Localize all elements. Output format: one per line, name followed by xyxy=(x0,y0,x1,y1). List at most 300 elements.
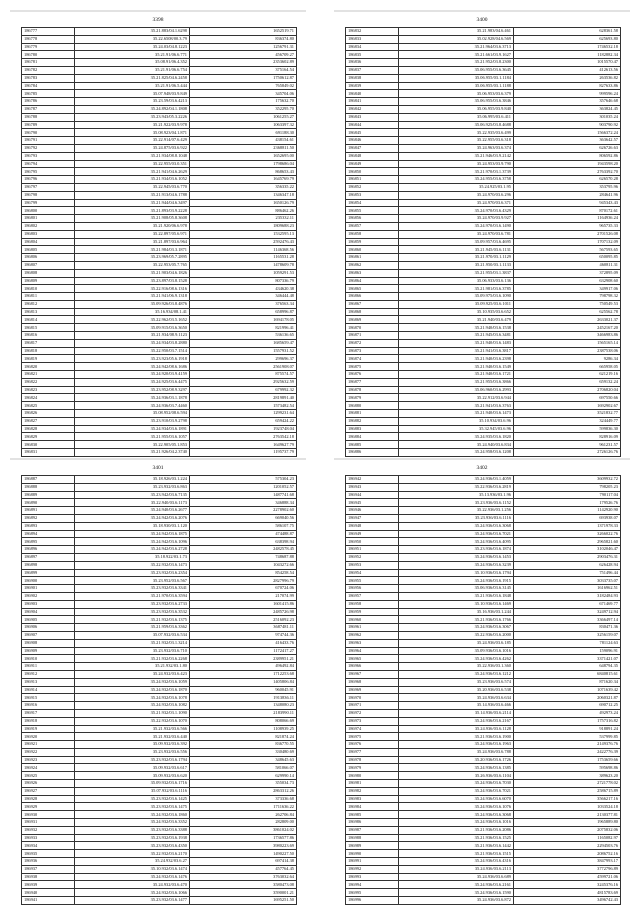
reference-code-cell: 35.06.960/03.6.2993 xyxy=(399,386,514,394)
table-row xyxy=(346,160,621,168)
record-id-cell: 186938 xyxy=(22,873,75,881)
record-id-cell: 186784 xyxy=(22,82,75,90)
record-id-cell: 186796 xyxy=(22,176,75,184)
amount-cell: 262706.84 xyxy=(190,811,297,819)
table-row xyxy=(22,355,297,363)
record-id-cell: 186934 xyxy=(22,842,75,850)
amount-cell: 3763032.64 xyxy=(190,873,297,881)
record-id-cell: 186868 xyxy=(346,308,399,316)
reference-code-cell: 35.24.936/03.6.1385 xyxy=(399,764,514,772)
table-row xyxy=(346,561,621,569)
record-id-cell: 186864 xyxy=(346,277,399,285)
record-id-cell: 186794 xyxy=(22,160,75,168)
reference-code-cell: 35.22.955/03.0.351 xyxy=(75,160,190,168)
record-id-cell: 186920 xyxy=(22,733,75,741)
table-row xyxy=(346,631,621,639)
record-id-cell: 186930 xyxy=(22,811,75,819)
reference-code-cell: 35.21.897/03.6.964 xyxy=(75,238,190,246)
amount-cell: 457764.45 xyxy=(190,865,297,873)
record-id-cell: 186809 xyxy=(22,277,75,285)
reference-code-cell: 35.24.936/03.6.1076 xyxy=(399,803,514,811)
amount-cell: 3980223.69 xyxy=(190,842,297,850)
record-id-cell: 186995 xyxy=(346,889,399,897)
amount-cell: 625693.80 xyxy=(514,35,621,43)
record-id-cell: 186888 xyxy=(22,483,75,491)
amount-cell: 346888.34 xyxy=(190,499,297,507)
table-row xyxy=(346,137,621,145)
record-id-cell: 186858 xyxy=(346,230,399,238)
record-id-cell: 186853 xyxy=(346,191,399,199)
reference-code-cell: 35.24.932/03.6.1066 xyxy=(75,889,190,897)
record-id-cell: 186803 xyxy=(22,230,75,238)
table-row xyxy=(346,858,621,866)
reference-code-cell: 35.21.955/03.6.3866 xyxy=(399,378,514,386)
reference-code-cell: 35.21.932/03.6.566 xyxy=(75,725,190,733)
amount-cell: 1059291.53 xyxy=(190,269,297,277)
reference-code-cell: 35.23.897/03.8.1528 xyxy=(75,277,190,285)
amount-cell: 1712253.68 xyxy=(190,670,297,678)
table-row xyxy=(22,881,297,889)
table-row xyxy=(346,795,621,803)
amount-cell: 179526.76 xyxy=(514,499,621,507)
table-row xyxy=(22,546,297,554)
reference-code-cell: 35.22.905/05.1.853 xyxy=(75,441,190,449)
table-row xyxy=(22,285,297,293)
record-id-cell: 186977 xyxy=(346,748,399,756)
table-row xyxy=(346,663,621,671)
record-id-cell: 186994 xyxy=(346,881,399,889)
record-id-cell: 186914 xyxy=(22,686,75,694)
reference-code-cell: 35.24.942/03.6.2076 xyxy=(75,514,190,522)
table-row xyxy=(346,90,621,98)
record-id-cell: 186966 xyxy=(346,663,399,671)
amount-cell: 1164936.24 xyxy=(514,215,621,223)
record-id-cell: 186835 xyxy=(346,51,399,59)
amount-cell: 3772796.89 xyxy=(514,865,621,873)
reference-code-cell: 35.23.969/05.7.2895 xyxy=(75,254,190,262)
record-id-cell: 186984 xyxy=(346,803,399,811)
record-id-cell: 186898 xyxy=(22,561,75,569)
reference-code-cell: 35.23.932/03.6.3341 xyxy=(75,585,190,593)
reference-code-cell: 35.23.936/03.6.574 xyxy=(399,678,514,686)
amount-cell: 363642.57 xyxy=(514,137,621,145)
record-id-cell: 186885 xyxy=(346,441,399,449)
reference-code-cell: 35.21.936/03.6.1442 xyxy=(399,842,514,850)
reference-code-cell: 35.22.6508/00.3.79 xyxy=(75,35,190,43)
record-id-cell: 186910 xyxy=(22,655,75,663)
amount-cell: 3245376.16 xyxy=(514,881,621,889)
record-id-cell: 186897 xyxy=(22,553,75,561)
amount-cell: 496492.84 xyxy=(190,663,297,671)
amount-cell: 836770.55 xyxy=(190,741,297,749)
table-row xyxy=(346,402,621,410)
record-id-cell: 186992 xyxy=(346,865,399,873)
amount-cell: 1736577.86 xyxy=(190,834,297,842)
amount-cell: 1943598.20 xyxy=(514,160,621,168)
table-row xyxy=(22,780,297,788)
amount-cell: 263536.82 xyxy=(514,74,621,82)
table-row xyxy=(22,702,297,710)
table-row xyxy=(346,717,621,725)
record-id-cell: 186989 xyxy=(346,842,399,850)
table-row xyxy=(22,624,297,632)
table-row xyxy=(22,795,297,803)
record-id-cell: 186965 xyxy=(346,655,399,663)
record-id-cell: 186810 xyxy=(22,285,75,293)
amount-cell: 836374.80 xyxy=(190,35,297,43)
table-row xyxy=(346,577,621,585)
record-id-cell: 186887 xyxy=(22,476,75,484)
reference-code-cell: 35.21.970/03.6.3594 xyxy=(75,592,190,600)
reference-code-cell: 35.23.932/03.6.2733 xyxy=(75,600,190,608)
table-row xyxy=(22,530,297,538)
amount-cell: 375164.54 xyxy=(190,66,297,74)
table-row xyxy=(22,74,297,82)
amount-cell: 1256791.31 xyxy=(190,43,297,51)
record-id-cell: 186974 xyxy=(346,725,399,733)
record-id-cell: 186903 xyxy=(22,600,75,608)
amount-cell: 625562.78 xyxy=(514,308,621,316)
record-id-cell: 186788 xyxy=(22,113,75,121)
record-id-cell: 186866 xyxy=(346,293,399,301)
table-row xyxy=(346,394,621,402)
table-row xyxy=(346,98,621,106)
amount-cell: 1142920.90 xyxy=(514,507,621,515)
reference-code-cell: 35.24.936/03.6.7021 xyxy=(399,530,514,538)
amount-cell: 355034.73 xyxy=(190,780,297,788)
reference-code-cell: 35.24.936/03.6.689 xyxy=(399,873,514,881)
reference-code-cell: 35.24.932/03.6.470 xyxy=(75,881,190,889)
amount-cell: 1809688.23 xyxy=(190,222,297,230)
record-id-cell: 186976 xyxy=(346,741,399,749)
amount-cell: 2903476.31 xyxy=(514,553,621,561)
record-id-cell: 186889 xyxy=(22,491,75,499)
amount-cell: 1061255.27 xyxy=(190,113,297,121)
amount-cell: 2368811.50 xyxy=(190,144,297,152)
record-id-cell: 186855 xyxy=(346,207,399,215)
record-id-cell: 186911 xyxy=(22,663,75,671)
table-row xyxy=(346,74,621,82)
table-row xyxy=(346,183,621,191)
amount-cell: 2965821.60 xyxy=(514,538,621,546)
record-id-cell: 186870 xyxy=(346,324,399,332)
reference-code-cell: 35.24.942/08.6.1686 xyxy=(75,363,190,371)
record-id-cell: 186799 xyxy=(22,199,75,207)
record-id-cell: 186891 xyxy=(22,507,75,515)
record-id-cell: 186777 xyxy=(22,28,75,36)
table-row xyxy=(346,476,621,484)
amount-cell: 363824.45 xyxy=(514,105,621,113)
amount-cell: 2701526.08 xyxy=(514,230,621,238)
table-row xyxy=(346,780,621,788)
reference-code-cell: 35.23.59/03.6.4213 xyxy=(75,98,190,106)
amount-cell: 1108939.25 xyxy=(190,725,297,733)
record-id-cell: 186928 xyxy=(22,795,75,803)
amount-cell: 626726.63 xyxy=(514,144,621,152)
amount-cell: 2452167.20 xyxy=(514,324,621,332)
record-id-cell: 186817 xyxy=(22,339,75,347)
amount-cell: 1043272.66 xyxy=(190,561,297,569)
reference-code-cell: 35.21.945/03.6.1131 xyxy=(399,246,514,254)
reference-code-cell: 35.23.932/03.6.1475 xyxy=(75,803,190,811)
record-id-cell: 186983 xyxy=(346,795,399,803)
record-id-cell: 186802 xyxy=(22,222,75,230)
reference-code-cell: 35.23.936/03.6.1874 xyxy=(399,546,514,554)
reference-code-cell: 35.24.936/03.6.185 xyxy=(399,639,514,647)
table-row xyxy=(22,144,297,152)
record-id-cell: 186969 xyxy=(346,686,399,694)
amount-cell: 416433.76 xyxy=(190,639,297,647)
table-row xyxy=(346,433,621,441)
record-id-cell: 186824 xyxy=(22,394,75,402)
record-id-cell: 186943 xyxy=(346,483,399,491)
reference-code-cell: 35.24.936/03.6.1590 xyxy=(399,889,514,897)
reference-code-cell: 35.21.926/04.2.3740 xyxy=(75,449,190,457)
amount-cell: 999596.24 xyxy=(514,90,621,98)
table-row xyxy=(22,631,297,639)
table-row xyxy=(346,441,621,449)
table-row xyxy=(346,339,621,347)
record-id-cell: 186881 xyxy=(346,410,399,418)
page-number: 3398 xyxy=(152,17,164,23)
amount-cell: 626570.28 xyxy=(514,176,621,184)
record-id-cell: 186827 xyxy=(22,417,75,425)
amount-cell: 1685659.47 xyxy=(190,339,297,347)
reference-code-cell: 35.32.945/03.6.96 xyxy=(399,425,514,433)
reference-code-cell: 35.21.903/04.6.1826 xyxy=(75,269,190,277)
table-row xyxy=(22,269,297,277)
reference-code-cell: 35.23.910/03.9.2798 xyxy=(75,417,190,425)
amount-cell: 2485726.98 xyxy=(190,608,297,616)
table-row xyxy=(22,152,297,160)
record-id-cell: 186925 xyxy=(22,772,75,780)
table-row xyxy=(22,98,297,106)
record-id-cell: 186860 xyxy=(346,246,399,254)
amount-cell: 3366497.14 xyxy=(514,616,621,624)
reference-code-cell: 35.22.962/03.5.1652 xyxy=(75,316,190,324)
record-id-cell: 186946 xyxy=(346,507,399,515)
reference-code-cell: 35.21.941/03.6.3817 xyxy=(399,347,514,355)
table-row xyxy=(346,129,621,137)
amount-cell: 918891.24 xyxy=(514,725,621,733)
record-id-cell: 186993 xyxy=(346,873,399,881)
amount-cell: 693938.07 xyxy=(514,514,621,522)
record-id-cell: 186958 xyxy=(346,600,399,608)
reference-code-cell: 35.23.952/08.9.3297 xyxy=(75,386,190,394)
amount-cell: 2706820.04 xyxy=(514,386,621,394)
amount-cell: 658996.87 xyxy=(190,308,297,316)
amount-cell: 748687.88 xyxy=(190,553,297,561)
record-id-cell: 186823 xyxy=(22,386,75,394)
amount-cell: 1573482.54 xyxy=(190,402,297,410)
reference-code-cell: 35.23.932/03.6.1425 xyxy=(75,795,190,803)
reference-code-cell: 35.08.91/06.4.352 xyxy=(75,59,190,67)
table-row xyxy=(22,686,297,694)
record-id-cell: 186968 xyxy=(346,678,399,686)
amount-cell: 1033524.18 xyxy=(514,803,621,811)
reference-code-cell: 35.24.936/03.1.4059 xyxy=(399,476,514,484)
amount-cell: 886462.26 xyxy=(190,207,297,215)
reference-code-cell: 35.24.936/03.6.634 xyxy=(399,694,514,702)
amount-cell: 575304.23 xyxy=(190,476,297,484)
table-row xyxy=(22,873,297,881)
reference-code-cell: 35.24.942/03.6.2728 xyxy=(75,546,190,554)
reference-code-cell: 35.21.940/03.6.1549 xyxy=(399,363,514,371)
reference-code-cell: 35.23.932/03.6.3388 xyxy=(75,826,190,834)
table-row xyxy=(22,834,297,842)
reference-code-cell: 35.24.953/03.9.790 xyxy=(399,160,514,168)
reference-code-cell: 35.21.936/03.6.1525 xyxy=(399,834,514,842)
amount-cell: 581066.07 xyxy=(190,764,297,772)
record-id-cell: 186833 xyxy=(346,35,399,43)
record-id-cell: 186811 xyxy=(22,293,75,301)
record-id-cell: 186804 xyxy=(22,238,75,246)
table-row xyxy=(346,702,621,710)
table-row xyxy=(346,741,621,749)
reference-code-cell: 35.21.940/03.6.2398 xyxy=(399,355,514,363)
table-row xyxy=(22,499,297,507)
reference-code-cell: 35.06.955/03.9.840 xyxy=(399,105,514,113)
amount-cell: 806592.86 xyxy=(514,152,621,160)
reference-code-cell: 35.24.936/03.6.1915 xyxy=(399,577,514,585)
record-id-cell: 186831 xyxy=(22,449,75,457)
reference-code-cell: 35.24.936/03.6.7021 xyxy=(399,787,514,795)
record-id-cell: 186957 xyxy=(346,592,399,600)
reference-code-cell: 35.24.936/03.6.4262 xyxy=(399,655,514,663)
table-row xyxy=(346,410,621,418)
reference-code-cell: 35.23.936/03.6.1116 xyxy=(399,514,514,522)
table-row xyxy=(22,363,297,371)
record-id-cell: 186991 xyxy=(346,858,399,866)
amount-cell: 1649627.79 xyxy=(190,441,297,449)
record-id-cell: 186895 xyxy=(22,538,75,546)
record-id-cell: 186798 xyxy=(22,191,75,199)
amount-cell: 875574.57 xyxy=(190,371,297,379)
amount-cell: 650095.85 xyxy=(514,254,621,262)
record-id-cell: 186913 xyxy=(22,678,75,686)
reference-code-cell: 35.21.981/03.6.3785 xyxy=(399,285,514,293)
table-row xyxy=(22,842,297,850)
amount-cell: 1601415.86 xyxy=(190,600,297,608)
record-id-cell: 186892 xyxy=(22,514,75,522)
record-id-cell: 186791 xyxy=(22,137,75,145)
reference-code-cell: 35.24.932/03.6.1860 xyxy=(75,811,190,819)
record-id-cell: 186815 xyxy=(22,324,75,332)
amount-cell: 1165082.97 xyxy=(514,834,621,842)
record-id-cell: 186893 xyxy=(22,522,75,530)
amount-cell: 945343.43 xyxy=(514,199,621,207)
table-row xyxy=(22,514,297,522)
reference-code-cell: 35.09.932/03.6.617 xyxy=(75,764,190,772)
amount-cell: 628361.58 xyxy=(514,28,621,36)
record-id-cell: 186909 xyxy=(22,647,75,655)
reference-code-cell: 35.24.936/03.6.1963 xyxy=(399,741,514,749)
amount-cell: 1478609.78 xyxy=(190,261,297,269)
record-id-cell: 186905 xyxy=(22,616,75,624)
record-id-cell: 186832 xyxy=(346,28,399,36)
amount-cell: 1299231.64 xyxy=(190,410,297,418)
reference-code-cell: 35.24.932/03.6.1476 xyxy=(75,873,190,881)
table-row xyxy=(346,483,621,491)
reference-code-cell: 35.21.950/03.1.1133 xyxy=(399,261,514,269)
reference-code-cell: 35.06.955/03.6.3645 xyxy=(399,66,514,74)
record-id-cell: 186963 xyxy=(346,639,399,647)
document-page-3 xyxy=(10,458,306,903)
record-id-cell: 186908 xyxy=(22,639,75,647)
amount-cell: 1172417.27 xyxy=(190,647,297,655)
record-id-cell: 186924 xyxy=(22,764,75,772)
amount-cell: 175632.70 xyxy=(190,98,297,106)
reference-code-cell: 35.24.970/03.6.1490 xyxy=(399,222,514,230)
record-id-cell: 186801 xyxy=(22,215,75,223)
record-id-cell: 186907 xyxy=(22,631,75,639)
reference-code-cell: 35.24.936/03.6.3068 xyxy=(399,811,514,819)
reference-code-cell: 35.18.926/03.1.224 xyxy=(75,476,190,484)
record-id-cell: 186972 xyxy=(346,709,399,717)
reference-code-cell: 35.24.940/03.6.2677 xyxy=(75,507,190,515)
reference-code-cell: 35.22.940/03.6.1173 xyxy=(75,499,190,507)
record-id-cell: 186874 xyxy=(346,355,399,363)
record-id-cell: 186953 xyxy=(346,561,399,569)
reference-code-cell: 35.24.936/03.6.1016 xyxy=(399,819,514,827)
amount-cell: 1015570.47 xyxy=(514,59,621,67)
amount-cell: 821874.24 xyxy=(190,733,297,741)
amount-cell: 1071639.42 xyxy=(514,686,621,694)
table-row xyxy=(346,269,621,277)
amount-cell: 697550.66 xyxy=(514,394,621,402)
record-id-cell: 186929 xyxy=(22,803,75,811)
amount-cell: 1965889.80 xyxy=(514,819,621,827)
table-row xyxy=(22,199,297,207)
reference-code-cell: 35.24.934/03.6.1891 xyxy=(75,425,190,433)
reference-code-cell: 35.24.875/03.6.922 xyxy=(75,144,190,152)
record-id-cell: 186865 xyxy=(346,285,399,293)
table-row xyxy=(346,417,621,425)
reference-code-cell: 35.21.91/06.6.771 xyxy=(75,51,190,59)
record-id-cell: 186900 xyxy=(22,577,75,585)
record-id-cell: 186918 xyxy=(22,717,75,725)
reference-code-cell: 35.23.932/03.6.3532 xyxy=(75,608,190,616)
table-row xyxy=(22,592,297,600)
data-table xyxy=(345,475,621,905)
table-row xyxy=(346,624,621,632)
amount-cell: 301035.24 xyxy=(514,113,621,121)
amount-cell: 871620.34 xyxy=(514,678,621,686)
table-row xyxy=(22,129,297,137)
amount-cell: 2389951.21 xyxy=(190,655,297,663)
amount-cell: 1650126.79 xyxy=(190,199,297,207)
table-row xyxy=(22,694,297,702)
reference-code-cell: 35.22.916/08.6.1316 xyxy=(75,285,190,293)
table-row xyxy=(346,865,621,873)
table-row xyxy=(346,725,621,733)
table-row xyxy=(346,585,621,593)
record-id-cell: 186839 xyxy=(346,82,399,90)
record-id-cell: 186785 xyxy=(22,90,75,98)
reference-code-cell: 35.24.925/03.6.4475 xyxy=(75,378,190,386)
record-id-cell: 186935 xyxy=(22,850,75,858)
reference-code-cell: 35.21.955/03.6.1057 xyxy=(75,433,190,441)
reference-code-cell: 35.21.893/03.9.2228 xyxy=(75,207,190,215)
amount-cell: 599836.30 xyxy=(514,425,621,433)
reference-code-cell: 35.22.955/03.6.318 xyxy=(399,137,514,145)
reference-code-cell: 35.09.925/03.6.1011 xyxy=(399,300,514,308)
table-row xyxy=(22,522,297,530)
record-id-cell: 186952 xyxy=(346,553,399,561)
amount-cell: 2819891.40 xyxy=(190,394,297,402)
reference-code-cell: 35.16.936/03.1.244 xyxy=(399,608,514,616)
record-id-cell: 186850 xyxy=(346,168,399,176)
